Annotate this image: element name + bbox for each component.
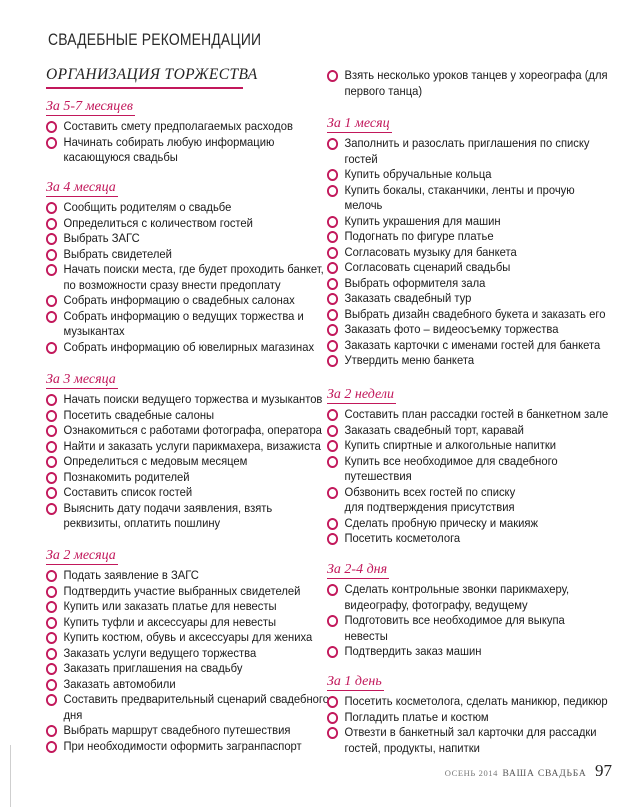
checklist-item-text: Составить смету предполагаемых расходов — [63, 119, 293, 133]
checklist-item-text: Собрать информацию о ведущих торжества и — [63, 308, 304, 323]
checkbox-circle-icon[interactable] — [46, 249, 57, 261]
checkbox-circle-icon[interactable] — [46, 410, 57, 422]
checkbox-circle-icon[interactable] — [46, 121, 57, 133]
checkbox-circle-icon[interactable] — [327, 324, 338, 336]
checkbox-circle-icon[interactable] — [327, 518, 338, 530]
checklist-item-text: Сделать контрольные звонки парикмахеру, — [344, 582, 570, 596]
checklist-item[interactable] — [327, 214, 611, 230]
checklist-item[interactable] — [46, 247, 330, 263]
checkbox-circle-icon[interactable] — [327, 70, 338, 82]
checklist-item[interactable] — [327, 725, 611, 756]
checklist-item-text: Заказать приглашения на свадьбу — [63, 661, 243, 675]
checklist-item-text: Заказать карточки с именами гостей для банкета — [344, 337, 601, 352]
checklist-item-text: Найти и заказать услуги парикмахера, визажиста — [63, 438, 321, 453]
checklist-item[interactable] — [46, 340, 330, 356]
checklist-item-text: Познакомить родителей — [63, 469, 190, 484]
checkbox-circle-icon[interactable] — [46, 617, 57, 629]
checklist-item[interactable] — [46, 739, 330, 755]
checkbox-circle-icon[interactable] — [46, 663, 57, 675]
checkbox-circle-icon[interactable] — [46, 503, 57, 515]
checklist-item-text: касающуюся свадьбы — [63, 150, 178, 164]
checklist-item-text: Выбрать маршрут свадебного путешествия — [63, 723, 291, 737]
section-title: За 2 месяца — [46, 548, 116, 563]
checklist-item[interactable] — [46, 692, 330, 723]
checkbox-circle-icon[interactable] — [46, 725, 57, 737]
checkbox-circle-icon[interactable] — [327, 138, 338, 150]
checklist-item-text: Подтвердить заказ машин — [344, 644, 482, 658]
checkbox-circle-icon[interactable] — [46, 218, 57, 230]
checklist-item[interactable] — [327, 531, 611, 547]
checklist-item[interactable] — [327, 167, 611, 183]
checkbox-circle-icon[interactable] — [46, 441, 57, 453]
checklist-item-text: Выбрать свидетелей — [63, 246, 172, 261]
checkbox-circle-icon[interactable] — [327, 231, 338, 243]
checklist-item-text: Согласовать сценарий свадьбы — [344, 260, 511, 274]
checklist-item-text: Отвезти в банкетный зал карточки для рассадки — [344, 725, 597, 739]
checkbox-circle-icon[interactable] — [46, 694, 57, 706]
checkbox-circle-icon[interactable] — [46, 648, 57, 660]
checklist-item[interactable] — [327, 245, 611, 261]
checklist-item[interactable] — [46, 200, 330, 216]
checklist-item-text: музыкантах — [63, 324, 125, 338]
checklist-item[interactable] — [327, 291, 611, 307]
checkbox-circle-icon[interactable] — [46, 264, 57, 276]
checklist-item[interactable] — [46, 615, 330, 631]
checkbox-circle-icon[interactable] — [46, 233, 57, 245]
timeline-section — [327, 114, 634, 369]
checklist-item[interactable] — [327, 353, 611, 369]
timeline-section — [46, 370, 355, 532]
checklist-item[interactable] — [46, 309, 330, 340]
checklist-item[interactable] — [46, 584, 330, 600]
checklist-item[interactable] — [327, 276, 611, 292]
checklist-item[interactable] — [327, 407, 611, 423]
checklist-item[interactable] — [327, 136, 611, 167]
checklist-item-text: Начать поиски ведущего торжества и музыкантов — [63, 392, 323, 406]
checklist-item[interactable] — [327, 307, 611, 323]
checklist-item[interactable] — [327, 613, 611, 644]
checklist-item[interactable] — [46, 599, 330, 615]
checkbox-circle-icon[interactable] — [46, 586, 57, 598]
checklist-item-text: Составить предварительный сценарий свадебного — [63, 692, 329, 706]
section-title: За 4 месяца — [46, 180, 116, 195]
section-title: За 1 день — [327, 674, 382, 689]
checklist-item-text: дня — [63, 707, 83, 722]
main-title: ОРГАНИЗАЦИЯ ТОРЖЕСТВА — [46, 66, 258, 83]
section-title: За 2 недели — [327, 387, 394, 402]
checklist-item-text: Посетить косметолога, сделать маникюр, педикюр — [344, 694, 608, 708]
timeline-section — [327, 385, 634, 547]
checklist-item-text: Утвердить меню банкета — [344, 353, 475, 367]
checkbox-circle-icon[interactable] — [327, 646, 338, 658]
checklist-item-text: Заказать свадебный торт, каравай — [344, 422, 524, 437]
checklist-item-text: Посетить свадебные салоны — [63, 407, 215, 422]
timeline-section — [46, 178, 355, 355]
section-title: За 1 месяц — [327, 116, 390, 131]
checklist-item[interactable] — [327, 485, 611, 516]
timeline-section — [327, 560, 634, 660]
checkbox-circle-icon[interactable] — [327, 440, 338, 452]
checklist-item[interactable] — [46, 661, 330, 677]
checklist-item-text: Заказать свадебный тур — [344, 291, 472, 305]
page-footer — [445, 761, 612, 781]
footer-season: ОСЕНЬ 2014 — [444, 768, 498, 778]
checkbox-circle-icon[interactable] — [46, 311, 57, 323]
checkbox-circle-icon[interactable] — [46, 472, 57, 484]
checklist-item-text: Погладить платье и костюм — [344, 709, 489, 724]
checklist-item-text: невесты — [344, 628, 388, 643]
checklist-item-text: гостей — [344, 151, 378, 166]
checkbox-circle-icon[interactable] — [327, 456, 338, 468]
checkbox-circle-icon[interactable] — [46, 137, 57, 149]
checkbox-circle-icon[interactable] — [46, 456, 57, 468]
checkbox-circle-icon[interactable] — [327, 584, 338, 596]
checkbox-circle-icon[interactable] — [327, 696, 338, 708]
checklist-item[interactable] — [327, 582, 611, 613]
checklist-item[interactable] — [46, 135, 330, 166]
checklist-item-text: первого танца) — [344, 83, 423, 98]
checklist-item[interactable] — [327, 68, 611, 99]
checkbox-circle-icon[interactable] — [46, 425, 57, 437]
checklist-item[interactable] — [46, 216, 330, 232]
intro-section — [327, 68, 634, 99]
section-title: За 3 месяца — [46, 372, 116, 387]
checklist-item-text: Обзвонить всех гостей по списку — [344, 484, 516, 499]
checklist-item[interactable] — [327, 423, 611, 439]
timeline-section — [46, 546, 355, 754]
checklist-item-text: Купить бокалы, стаканчики, ленты и прочую — [344, 182, 575, 197]
checklist-item-text: Определиться с медовым месяцем — [63, 454, 248, 468]
checklist-item[interactable] — [46, 423, 330, 439]
checklist-item[interactable] — [327, 322, 611, 338]
checklist-item[interactable] — [46, 119, 330, 135]
checklist-item-text: путешествия — [344, 469, 412, 483]
checklist-item[interactable] — [46, 408, 330, 424]
checklist-item[interactable] — [46, 470, 330, 486]
checkbox-circle-icon[interactable] — [327, 262, 338, 274]
checkbox-circle-icon[interactable] — [46, 741, 57, 753]
checklist-item-text: Собрать информацию об ювелирных магазинах — [63, 339, 315, 354]
checklist-item-text: видеографу, фотографу, ведущему — [344, 597, 528, 612]
checkbox-circle-icon[interactable] — [46, 632, 57, 644]
checklist-item-text: Подготовить все необходимое для выкупа — [344, 613, 565, 627]
checkbox-circle-icon[interactable] — [327, 278, 338, 290]
checkbox-circle-icon[interactable] — [327, 169, 338, 181]
checklist-item-text: Купить спиртные и алкогольные напитки — [344, 438, 557, 452]
checklist-item-text: Посетить косметолога — [344, 531, 461, 545]
checklist-item[interactable] — [46, 630, 330, 646]
checklist-item[interactable] — [46, 293, 330, 309]
checklist-item[interactable] — [327, 260, 611, 276]
checklist-item[interactable] — [327, 338, 611, 354]
checklist-item-text: Купить все необходимое для свадебного — [344, 453, 558, 468]
checklist-item-text: Выбрать ЗАГС — [63, 231, 140, 245]
checklist-item-text: При необходимости оформить загранпаспорт — [63, 738, 302, 753]
checkbox-circle-icon[interactable] — [327, 712, 338, 724]
checkbox-circle-icon[interactable] — [46, 342, 57, 354]
checklist-item[interactable] — [327, 183, 611, 214]
checklist-item-text: Подтвердить участие выбранных свидетелей — [63, 583, 301, 598]
checkbox-circle-icon[interactable] — [327, 247, 338, 259]
checklist-item-text: Согласовать музыку для банкета — [344, 244, 517, 259]
footer-magazine: ВАША СВАДЬБА — [502, 769, 587, 779]
checklist-item-text: Начать поиски места, где будет проходить банкет, — [63, 262, 324, 276]
checklist-item[interactable] — [46, 454, 330, 470]
checklist-item-text: Сообщить родителям о свадьбе — [63, 200, 232, 214]
checklist-item[interactable] — [46, 392, 330, 408]
checkbox-circle-icon[interactable] — [327, 487, 338, 499]
checkbox-circle-icon[interactable] — [327, 185, 338, 197]
checklist-item[interactable] — [327, 644, 611, 660]
timeline-section — [327, 672, 634, 756]
checklist-item[interactable] — [327, 229, 611, 245]
checkbox-circle-icon[interactable] — [327, 533, 338, 545]
checklist-item-text: Составить план рассадки гостей в банкетном зале — [344, 407, 609, 421]
checkbox-circle-icon[interactable] — [327, 216, 338, 228]
checklist-item[interactable] — [327, 694, 611, 710]
checklist-item[interactable] — [46, 568, 330, 584]
checklist-item-text: гостей, продукты, напитки — [344, 740, 480, 755]
checklist-item-text: Выбрать оформителя зала — [344, 275, 486, 290]
checklist-item[interactable] — [46, 231, 330, 247]
checkbox-circle-icon[interactable] — [327, 293, 338, 305]
checklist-item-text: Подать заявление в ЗАГС — [63, 568, 199, 582]
checklist-item[interactable] — [327, 710, 611, 726]
checklist-item-text: Заказать фото – видеосъемку торжества — [344, 322, 559, 336]
page-header: СВАДЕБНЫЕ РЕКОМЕНДАЦИИ — [48, 30, 262, 49]
checklist-item-text: Купить туфли и аксессуары для невесты — [63, 614, 277, 629]
checklist-item-text: Купить обручальные кольца — [344, 167, 492, 181]
checklist-item[interactable] — [327, 438, 611, 454]
checklist-item[interactable] — [46, 485, 330, 501]
checkbox-circle-icon[interactable] — [46, 487, 57, 499]
checkbox-circle-icon[interactable] — [327, 615, 338, 627]
checklist-item-text: Сделать пробную прическу и макияж — [344, 515, 538, 530]
checklist-item-text: мелочь — [344, 198, 383, 212]
checkbox-circle-icon[interactable] — [327, 340, 338, 352]
checklist-item-text: Ознакомиться с работами фотографа, оператора — [63, 423, 322, 437]
checklist-item[interactable] — [46, 646, 330, 662]
checklist-item-text: Начинать собирать любую информацию — [63, 134, 275, 149]
title-underline — [46, 87, 243, 89]
checkbox-circle-icon[interactable] — [46, 202, 57, 214]
checklist-item-text: Купить костюм, обувь и аксессуары для жениха — [63, 630, 313, 644]
checkbox-circle-icon[interactable] — [327, 309, 338, 321]
checklist-item-text: Определиться с количеством гостей — [63, 215, 253, 230]
page-number: 97 — [595, 761, 612, 780]
timeline-section — [46, 97, 355, 166]
checklist-item[interactable] — [327, 454, 611, 485]
checklist-item[interactable] — [46, 262, 330, 293]
checklist-item[interactable] — [46, 723, 330, 739]
checklist-item[interactable] — [46, 501, 330, 532]
checklist-item-text: Заказать услуги ведущего торжества — [63, 645, 257, 660]
checklist-item[interactable] — [327, 516, 611, 532]
checklist-item-text: Купить украшения для машин — [344, 213, 501, 228]
section-title: За 5-7 месяцев — [46, 99, 133, 114]
checkbox-circle-icon[interactable] — [46, 679, 57, 691]
checkbox-circle-icon[interactable] — [46, 601, 57, 613]
checklist-item-text: Купить или заказать платье для невесты — [63, 599, 277, 613]
checkbox-circle-icon[interactable] — [327, 727, 338, 739]
checklist-item-text: реквизиты, оплатить пошлину — [63, 516, 221, 530]
checklist-item[interactable] — [46, 677, 330, 693]
checkbox-circle-icon[interactable] — [327, 409, 338, 421]
checkbox-circle-icon[interactable] — [46, 295, 57, 307]
checklist-item-text: для подтверждения присутствия — [344, 500, 515, 514]
checklist-item-text: Собрать информацию о свадебных салонах — [63, 293, 295, 307]
checklist-item-text: Выбрать дизайн свадебного букета и заказать его — [344, 306, 606, 321]
checkbox-circle-icon[interactable] — [46, 394, 57, 406]
checklist-item-text: Заполнить и разослать приглашения по списку — [344, 136, 590, 150]
checklist-item[interactable] — [46, 439, 330, 455]
checkbox-circle-icon[interactable] — [327, 355, 338, 367]
checkbox-circle-icon[interactable] — [46, 570, 57, 582]
page-edge-line — [10, 745, 11, 807]
section-title: За 2-4 дня — [327, 562, 388, 577]
checklist-item-text: по возможности сразу внести предоплату — [63, 277, 281, 292]
checklist-item-text: Заказать автомобили — [63, 676, 176, 691]
checklist-item-text: Взять несколько уроков танцев у хореографа (для — [344, 68, 608, 82]
checklist-item-text: Выяснить дату подачи заявления, взять — [63, 500, 273, 515]
checklist-item-text: Составить список гостей — [63, 485, 193, 499]
checkbox-circle-icon[interactable] — [327, 425, 338, 437]
checklist-item-text: Подогнать по фигуре платье — [344, 229, 494, 243]
